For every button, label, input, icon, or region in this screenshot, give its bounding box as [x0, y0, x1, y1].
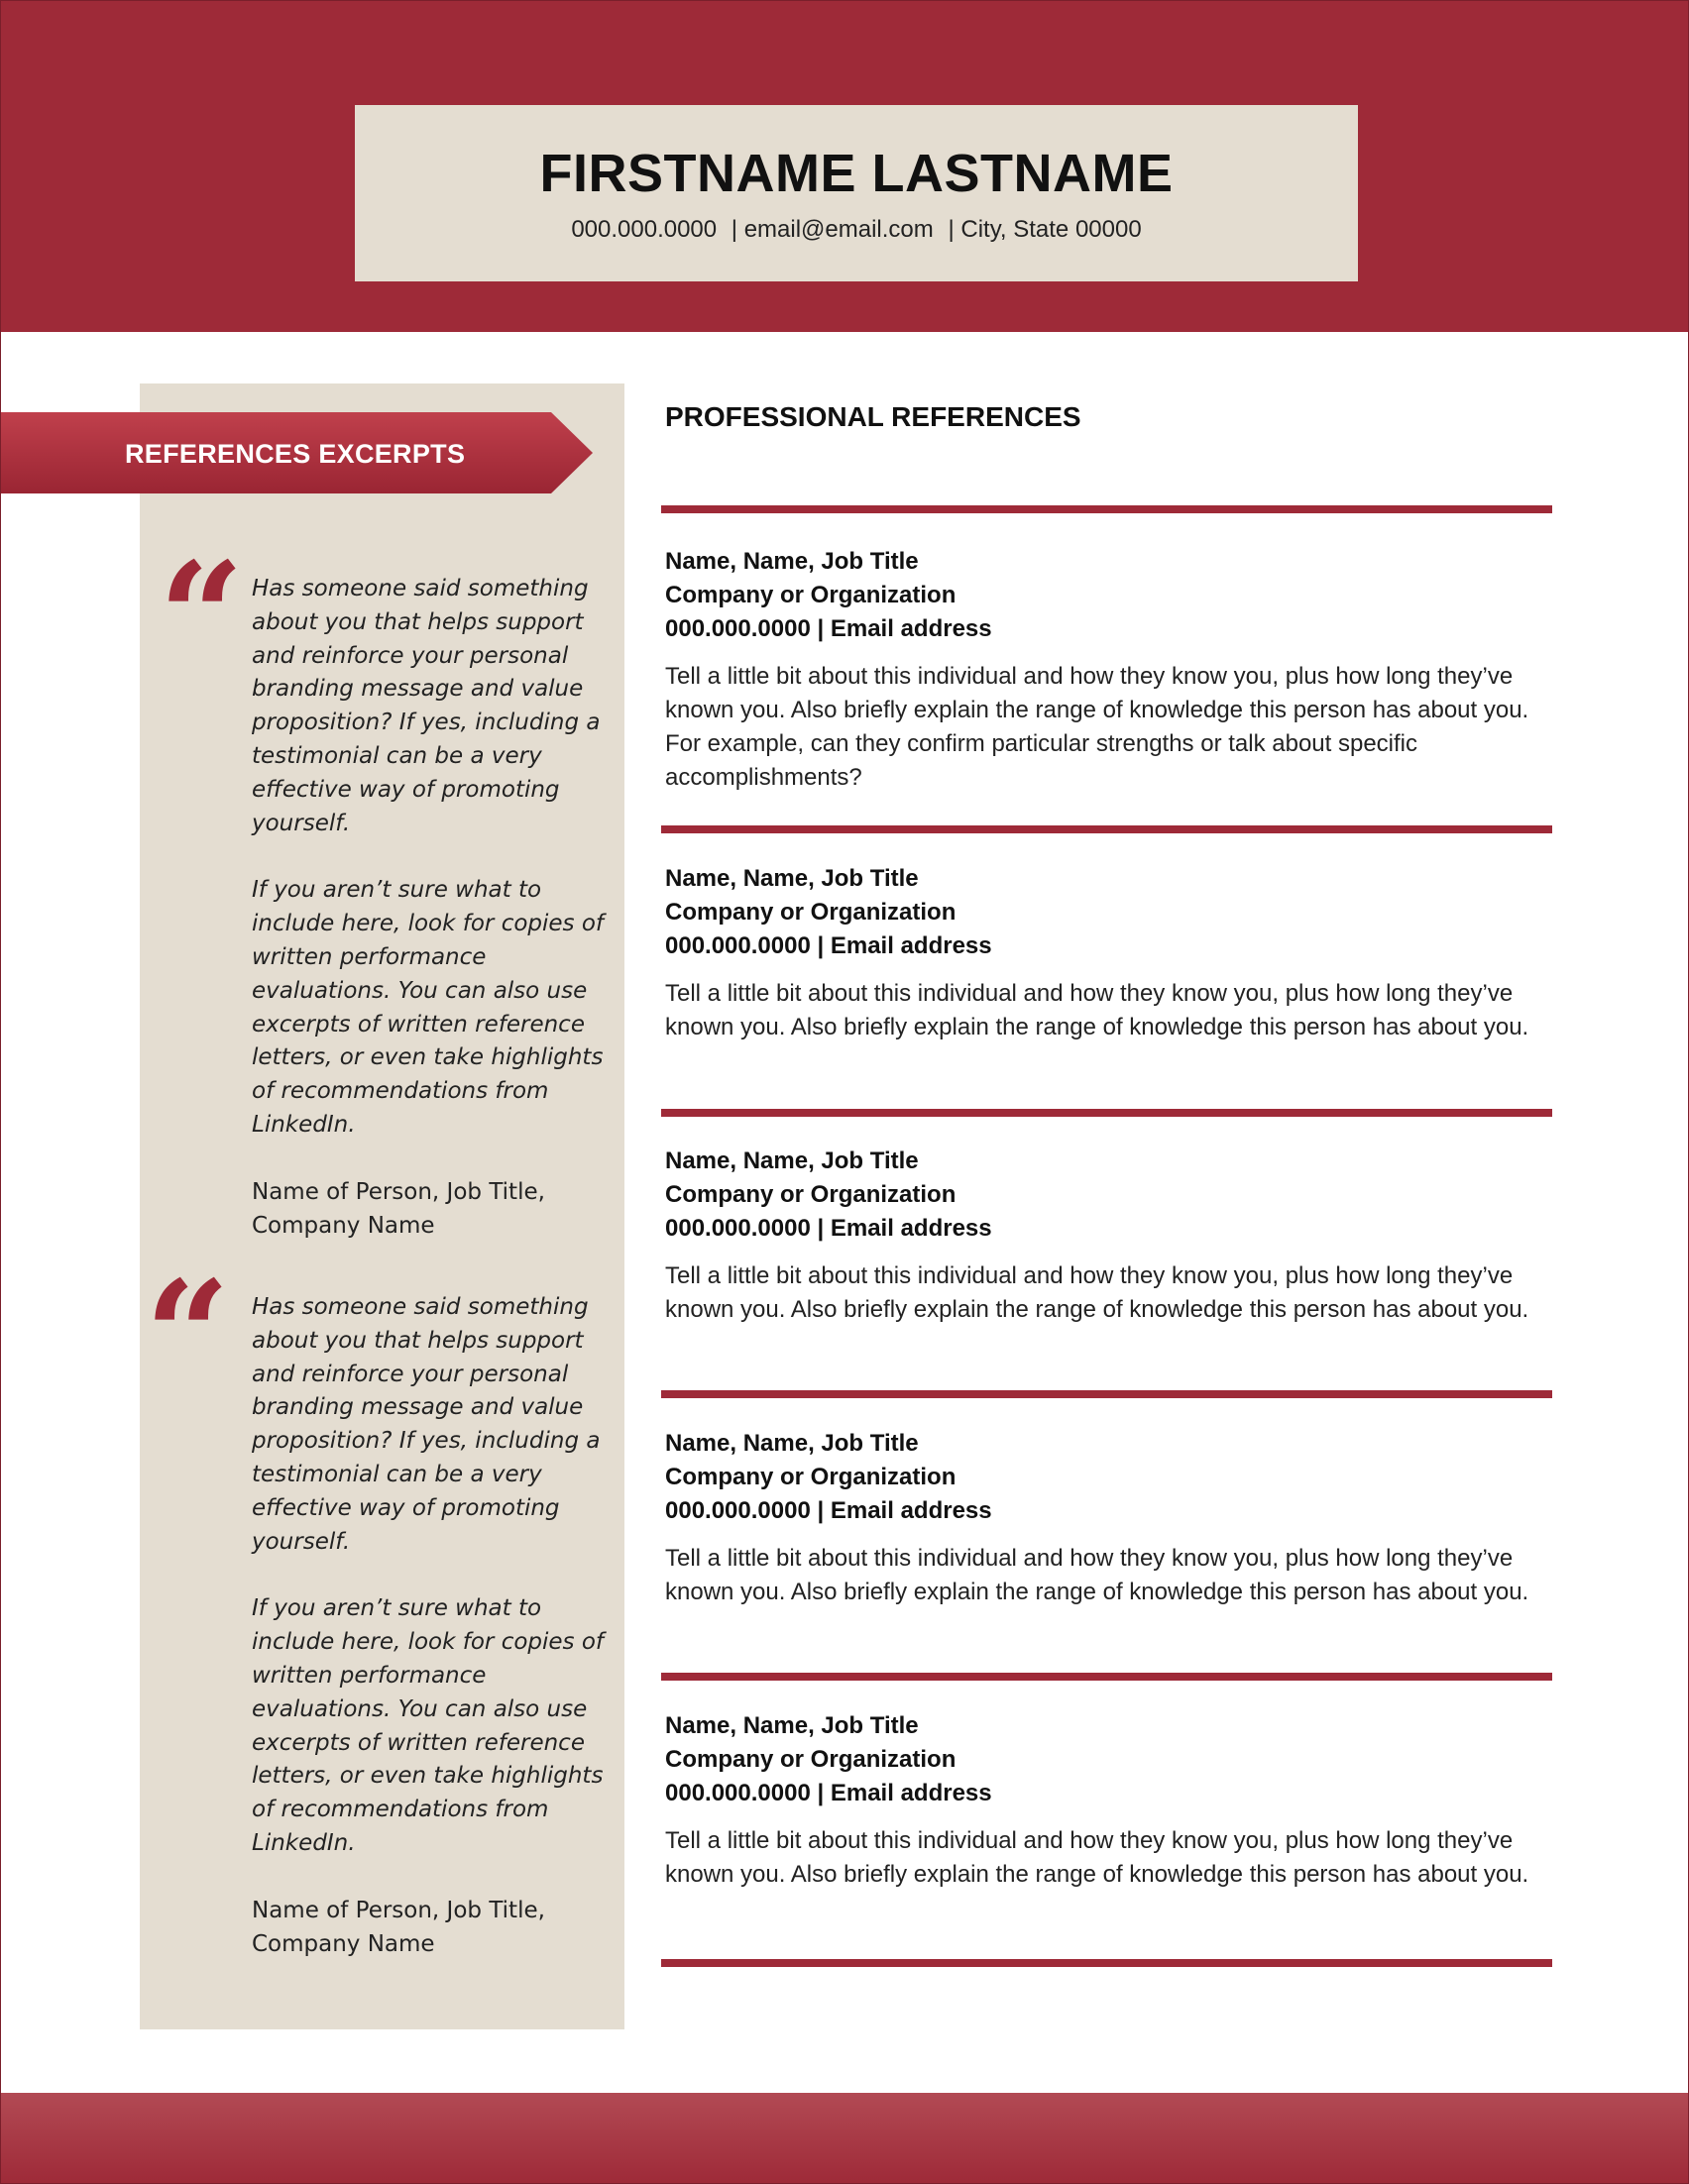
reference-name: Name, Name, Job Title	[665, 1430, 919, 1457]
reference-description: Tell a little bit about this individual and how they know you, plus how long they’ve known you. Also briefly explain the range of knowledge this person has about you.	[665, 1545, 1529, 1605]
reference-description: Tell a little bit about this individual and how they know you, plus how long they’ve known you. Also briefly explain the range of knowledge this person has about you.	[665, 1262, 1529, 1323]
reference-company: Company or Organization	[665, 1464, 957, 1490]
header-box	[355, 105, 1358, 281]
reference-description: Tell a little bit about this individual and how they know you, plus how long they’ve known you. Also briefly explain the range of knowledge this person has about you.	[665, 1827, 1529, 1888]
reference-company: Company or Organization	[665, 899, 957, 926]
reference-name: Name, Name, Job Title	[665, 548, 919, 575]
reference-entry	[665, 1427, 1537, 1609]
testimonial-attribution: Name of Person, Job Title, Company Name	[252, 1897, 545, 1957]
reference-company: Company or Organization	[665, 582, 957, 608]
divider	[661, 1673, 1552, 1681]
footer-band	[0, 2093, 1689, 2184]
location: | City, State 00000	[948, 216, 1142, 243]
phone-number: 000.000.0000	[571, 216, 718, 243]
section-title: PROFESSIONAL REFERENCES	[665, 401, 1081, 432]
reference-contact: 000.000.0000 | Email address	[665, 932, 992, 959]
testimonial-paragraph: Has someone said something about you that helps support and reinforce your personal branding message and value proposition? If yes, including a testimonial can be a very effective way of promoting yourself.	[252, 1294, 601, 1555]
email-address: | email@email.com	[731, 216, 934, 243]
reference-contact: 000.000.0000 | Email address	[665, 615, 992, 642]
reference-contact: 000.000.0000 | Email address	[665, 1497, 992, 1524]
testimonial-paragraph: If you aren’t sure what to include here, look for copies of written performance evaluations. You can also use excerpts of written reference letters, or even take highlights of recommendations from LinkedIn.	[252, 1595, 605, 1856]
reference-contact: 000.000.0000 | Email address	[665, 1780, 992, 1806]
reference-name: Name, Name, Job Title	[665, 865, 919, 892]
contact-line	[355, 216, 1358, 244]
divider	[661, 1390, 1552, 1398]
reference-entry	[665, 862, 1537, 1044]
divider	[661, 825, 1552, 833]
divider	[661, 1959, 1552, 1967]
testimonial-2	[252, 1291, 611, 1961]
sidebar-title: REFERENCES EXCERPTS	[125, 439, 466, 469]
testimonial-paragraph: If you aren’t sure what to include here, look for copies of written performance evaluations. You can also use excerpts of written reference letters, or even take highlights of recommendations from LinkedIn.	[252, 877, 605, 1138]
reference-contact: 000.000.0000 | Email address	[665, 1215, 992, 1242]
testimonial-paragraph: Has someone said something about you that helps support and reinforce your personal branding message and value proposition? If yes, including a testimonial can be a very effective way of promoting yourself.	[252, 576, 601, 836]
reference-entry	[665, 1145, 1537, 1327]
candidate-name: FIRSTNAME LASTNAME	[539, 144, 1174, 203]
divider	[661, 1109, 1552, 1117]
open-quote-icon: “	[159, 530, 245, 705]
divider	[661, 505, 1552, 513]
reference-entry	[665, 1709, 1537, 1892]
reference-company: Company or Organization	[665, 1746, 957, 1773]
reference-description: Tell a little bit about this individual and how they know you, plus how long they’ve known you. Also briefly explain the range of knowledge this person has about you. For example, can they confirm particular strengths or talk about specific accomplishments?	[665, 663, 1529, 791]
reference-description: Tell a little bit about this individual and how they know you, plus how long they’ve known you. Also briefly explain the range of knowledge this person has about you.	[665, 980, 1529, 1040]
reference-name: Name, Name, Job Title	[665, 1147, 919, 1174]
open-quote-icon: “	[145, 1249, 231, 1423]
reference-company: Company or Organization	[665, 1181, 957, 1208]
testimonial-attribution: Name of Person, Job Title, Company Name	[252, 1178, 545, 1239]
reference-name: Name, Name, Job Title	[665, 1712, 919, 1739]
reference-entry	[665, 545, 1537, 795]
testimonial-1	[252, 573, 611, 1243]
